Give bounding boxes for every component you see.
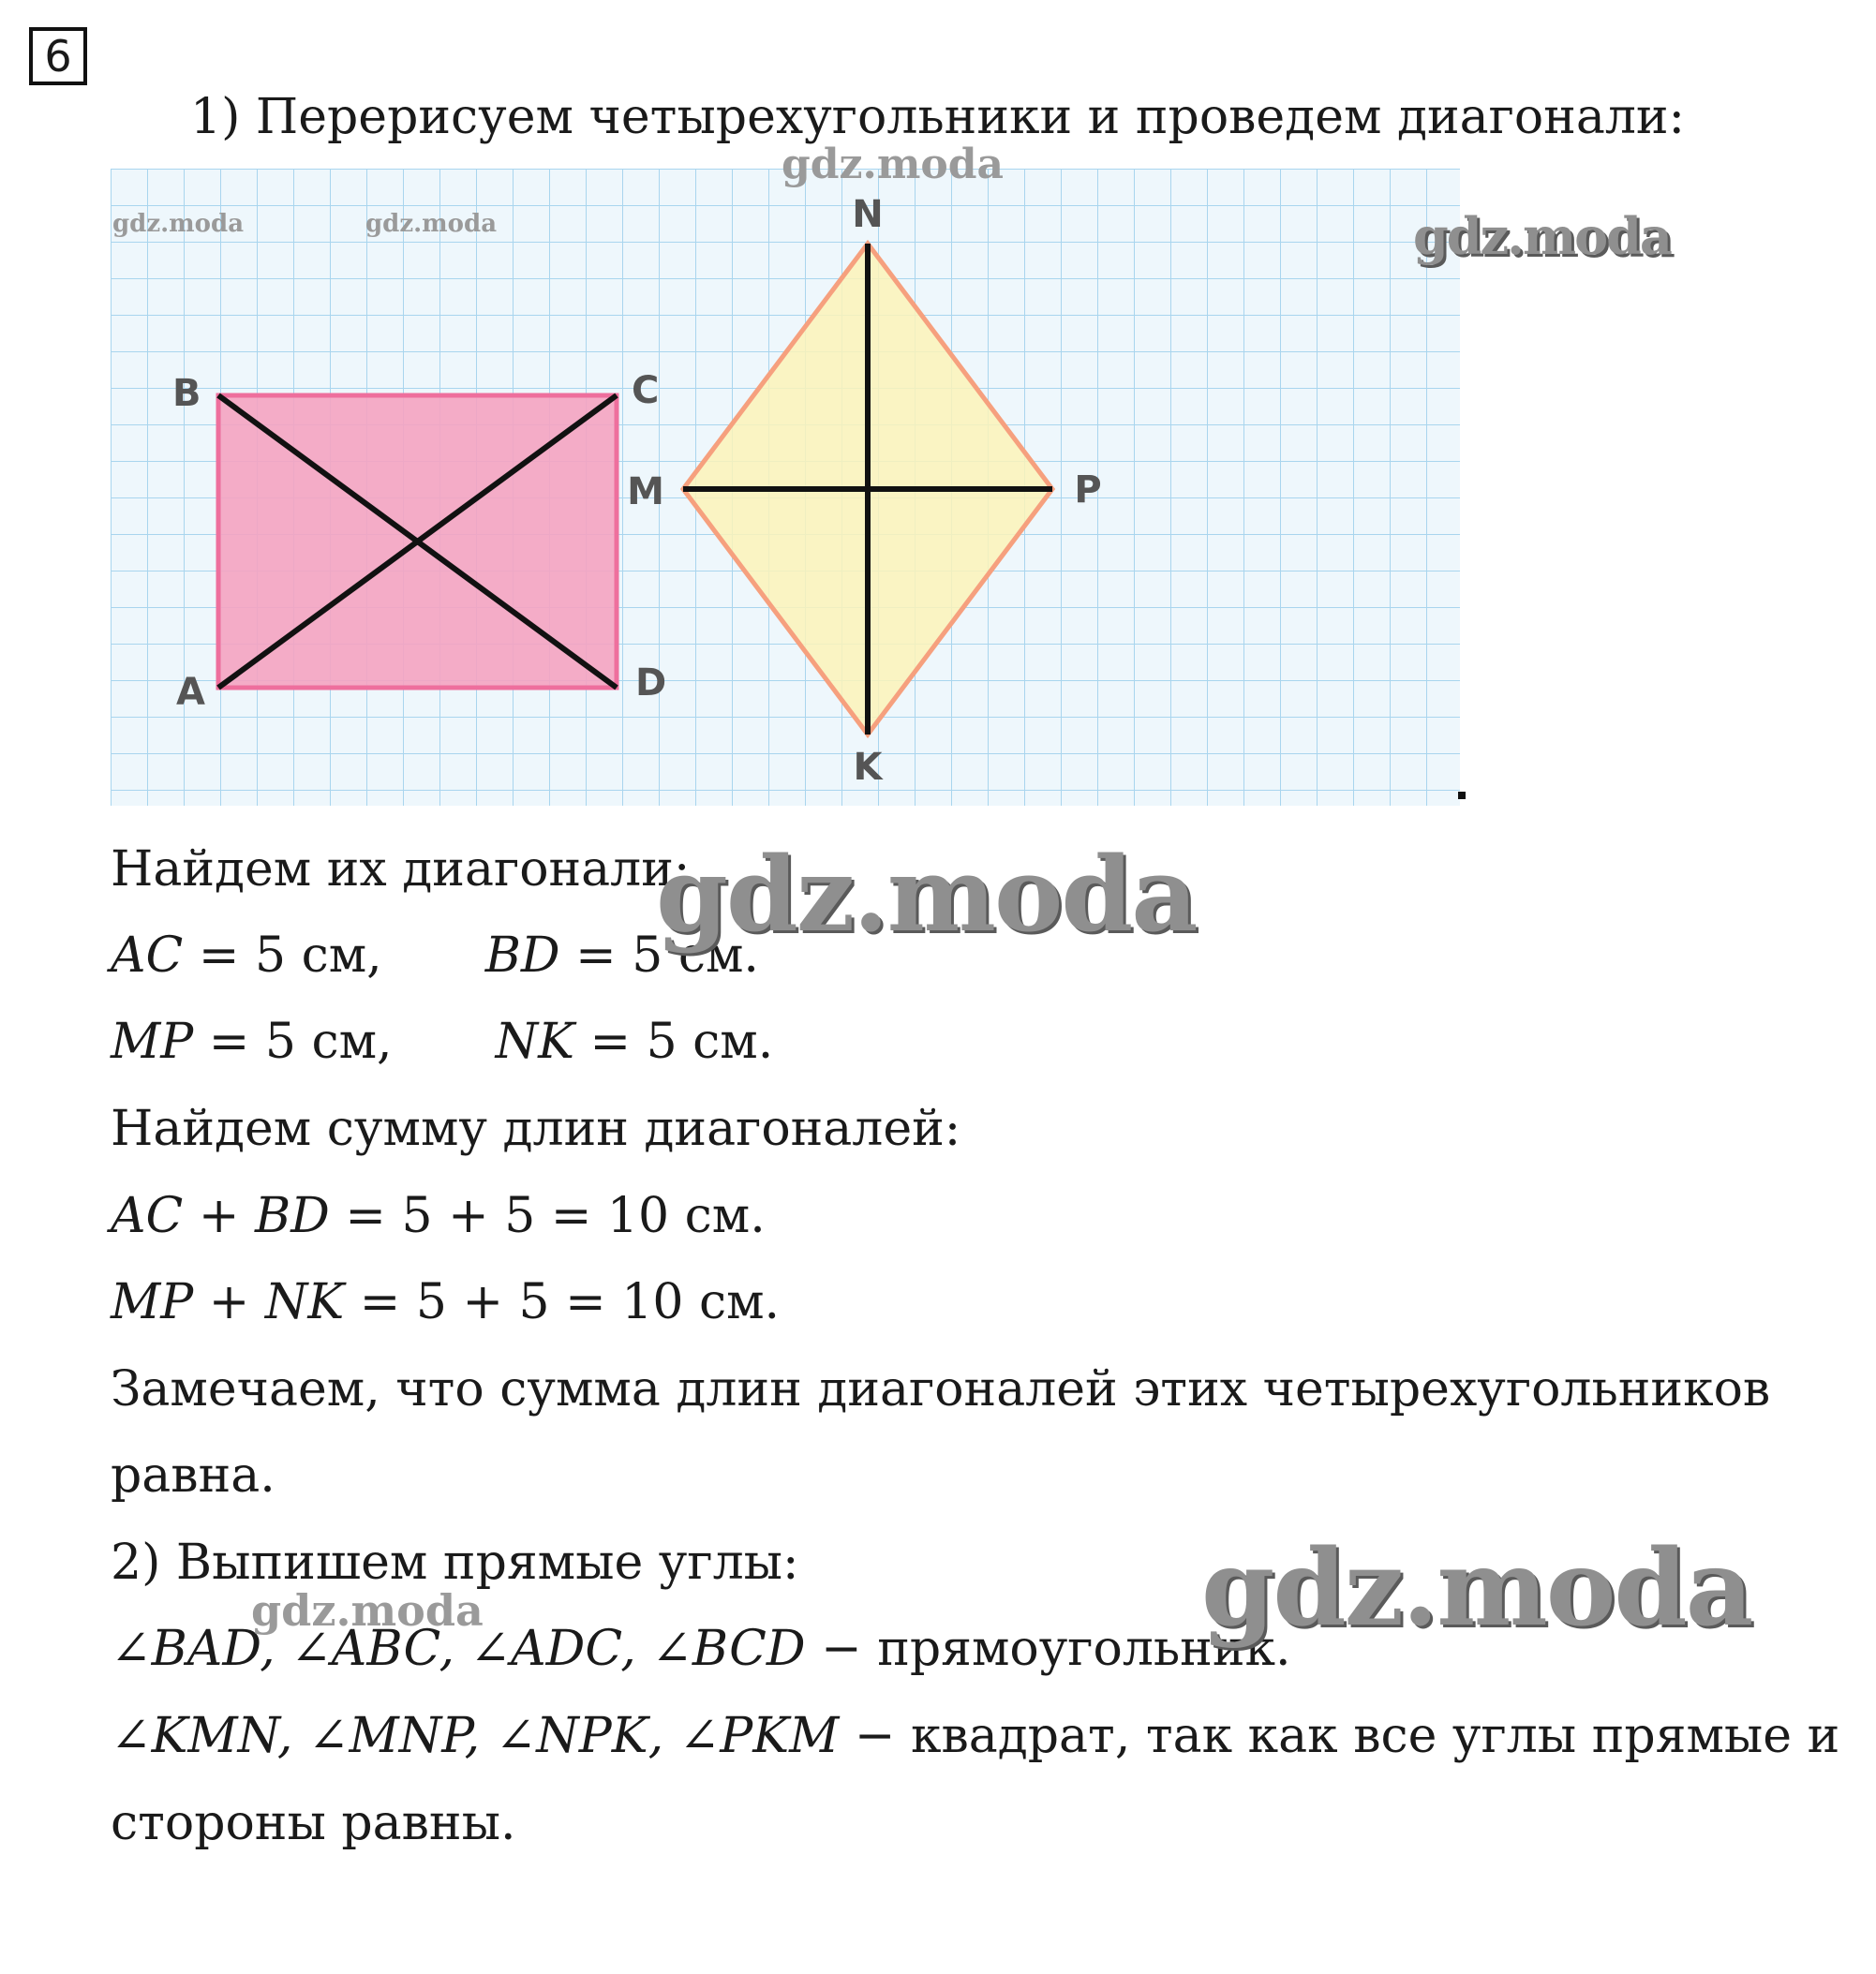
watermark: gdz.moda <box>782 141 1005 188</box>
bd-value: = 5 см. <box>559 928 759 984</box>
sum-rect-line <box>111 1188 766 1244</box>
sum1-value: = 5 + 5 = 10 см. <box>329 1188 766 1244</box>
heading: 1) Перерисуем четырехугольники и проведем диагонали: <box>190 89 1686 145</box>
angles1-expr: ∠BAD, ∠ABC, ∠ADC, ∠BCD <box>111 1621 806 1677</box>
note-line-1: Замечаем, что сумма длин диагоналей этих четырехугольников <box>111 1361 1771 1417</box>
watermark: gdz.moda <box>1201 1527 1752 1650</box>
watermark: gdz.moda <box>365 210 498 238</box>
angles2-text: − квадрат, так как все углы прямые и <box>839 1708 1840 1764</box>
watermark: gdz.moda <box>112 210 245 238</box>
quadrilaterals-figure <box>111 169 1460 806</box>
angles1-text: − прямоугольник. <box>805 1621 1291 1677</box>
label-k: K <box>853 746 883 789</box>
mp-name: MP <box>111 1014 194 1070</box>
ac-value: = 5 см, <box>183 928 382 984</box>
note-line-2: равна. <box>111 1447 275 1504</box>
label-b: B <box>172 372 201 415</box>
period-dot <box>1458 792 1466 799</box>
task-number: 6 <box>29 27 87 85</box>
nk-name: NK <box>495 1014 574 1070</box>
find-diagonals-text: Найдем их диагонали: <box>111 841 691 898</box>
mp-value: = 5 см, <box>193 1014 393 1070</box>
label-a: A <box>176 671 205 714</box>
label-m: M <box>627 470 664 513</box>
watermark: gdz.moda <box>1413 206 1671 266</box>
angles-square-line <box>111 1708 1839 1764</box>
label-p: P <box>1074 468 1102 512</box>
diagonals-square-line <box>111 1014 773 1070</box>
label-c: C <box>632 369 660 412</box>
sum2-value: = 5 + 5 = 10 см. <box>344 1274 781 1330</box>
nk-value: = 5 см. <box>573 1014 774 1070</box>
bd-name: BD <box>484 928 560 984</box>
watermark: gdz.moda <box>656 834 1197 955</box>
watermark: gdz.moda <box>251 1585 484 1636</box>
sum2-expr: MP + NK <box>111 1274 345 1330</box>
angles2-expr: ∠KMN, ∠MNP, ∠NPK, ∠PKM <box>111 1708 840 1764</box>
sum1-expr: AC + BD <box>111 1188 330 1244</box>
ac-name: AC <box>111 928 184 984</box>
label-n: N <box>852 193 884 236</box>
part2-heading: 2) Выпишем прямые углы: <box>111 1535 799 1591</box>
angles-line-3: стороны равны. <box>111 1795 516 1851</box>
label-d: D <box>635 661 667 705</box>
find-sum-text: Найдем сумму длин диагоналей: <box>111 1101 961 1157</box>
sum-square-line <box>111 1274 780 1330</box>
